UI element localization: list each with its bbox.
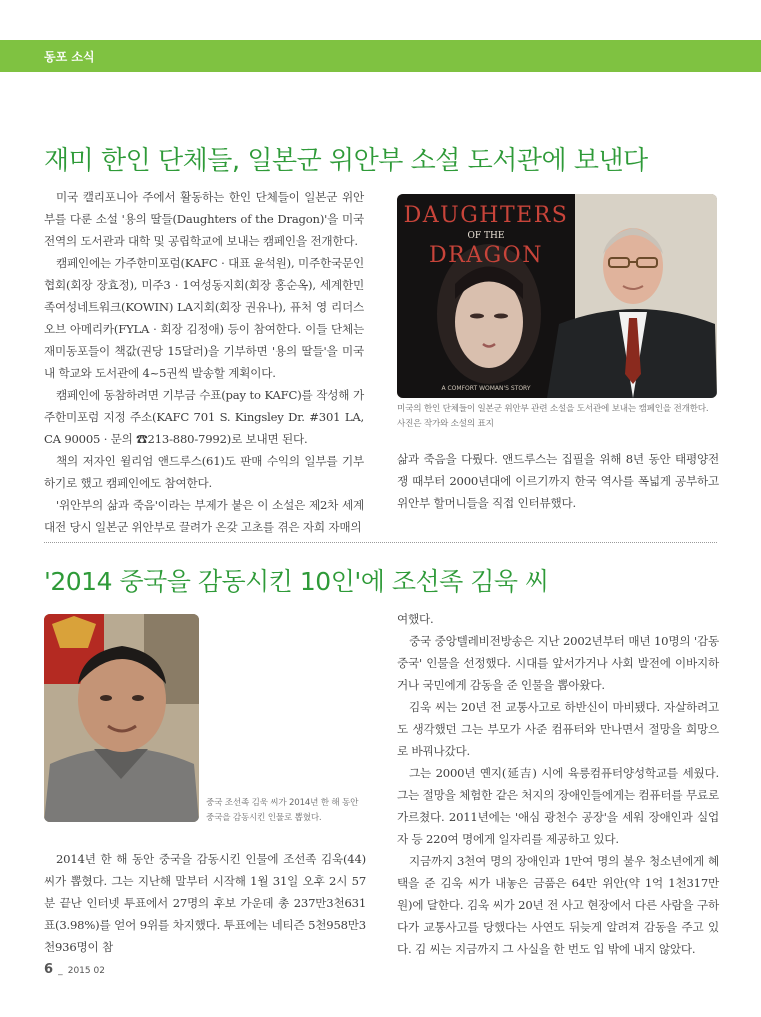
article1-paragraph: 캠페인에 동참하려면 기부금 수표(pay to KAFC)를 작성해 가주한미포럼 지정 주소(KAFC 701 S. Kingsley Dr. #301 LA, CA 90005 · 문의 ☎213-880-7992)로 보내면 된다.: [44, 388, 364, 446]
section-header-bar: [0, 40, 761, 72]
article2-continuation: 여했다.: [397, 612, 434, 626]
article2-paragraph: 지금까지 3천여 명의 장애인과 1만여 명의 불우 청소년에게 혜택을 준 김욱 씨가 내놓은 금품은 64만 위안(약 1억 1천317만 원)에 달한다. 김욱 씨가 20년 전 사고 현장에서 다른 사람을 구하다가 교통사고를 당했다는 사연도 뒤늦게 알려져 감동을 주고 있다. 김 씨는 지금까지 그 사실을 한 번도 입 밖에 내지 않았다.: [397, 854, 719, 956]
issue-date: 2015 02: [67, 966, 105, 976]
article2-photo-caption: 중국 조선족 김욱 씨가 2014년 한 해 동안 중국을 감동시킨 인물로 뽑혔다.: [206, 798, 359, 823]
book-title-mid: OF THE: [467, 231, 505, 241]
article2-body-left: [44, 848, 366, 958]
article2-paragraph: 김욱 씨는 20년 전 교통사고로 하반신이 마비됐다. 자살하려고도 생각했던 그는 부모가 사준 컴퓨터와 만나면서 절망을 희망으로 바꿔나갔다.: [397, 700, 719, 758]
article1-paragraph: 캠페인에는 가주한미포럼(KAFC · 대표 윤석원), 미주한국문인협회(회장 장효정), 미주3 · 1여성동지회(회장 홍순옥), 세계한민족여성네트워크(KOWIN) LA지회(회장 권유나), 퓨처 영 리더스 오브 아메리카(FYLA · 회장 김정애) 등이 참여한다. 이들 단체는 재미동포들이 책값(권당 15달러)을 기부하면 '용의 딸들'을 미국 내 학교와 도서관에 4~5권씩 발송할 계획이다.: [44, 256, 364, 380]
section-label: 동포 소식: [44, 50, 95, 64]
book-title-bottom: DRAGON: [429, 243, 543, 268]
article1-photo-caption: 미국의 한인 단체들이 일본군 위안부 관련 소설을 도서관에 보내는 캠페인을 전개한다. 사진은 작가와 소설의 표지: [397, 404, 709, 429]
book-subtitle: A COMFORT WOMAN'S STORY: [441, 385, 531, 392]
article2-paragraph: 중국 중앙텔레비전방송은 지난 2002년부터 매년 10명의 '감동중국' 인물을 선정했다. 시대를 앞서가거나 사회 발전에 이바지하거나 국민에게 감동을 준 인물을 뽑아왔다.: [397, 634, 719, 692]
article1-body-right: [397, 448, 719, 514]
footer-separator: _: [58, 966, 63, 976]
article2-body-right: [397, 608, 719, 960]
article1-paragraph: 책의 저자인 윌리엄 앤드루스(61)도 판매 수익의 일부를 기부하기로 했고 캠페인에도 참여한다.: [44, 454, 364, 490]
book-title-top: DAUGHTERS: [403, 203, 569, 228]
article1-paragraph: '위안부의 삶과 죽음'이라는 부제가 붙은 이 소설은 제2차 세계대전 당시 일본군 위안부로 끌려가 온갖 고초를 겪은 자희 자매의: [44, 498, 364, 534]
article1-paragraph: 미국 캘리포니아 주에서 활동하는 한인 단체들이 일본군 위안부를 다룬 소설 '용의 딸들(Daughters of the Dragon)'을 미국 전역의 도서관과 대학 및 공립학교에 보내는 캠페인을 전개한다.: [44, 190, 364, 248]
article-divider: [44, 542, 717, 543]
article1-title: 재미 한인 단체들, 일본군 위안부 소설 도서관에 보낸다: [44, 146, 648, 176]
book-cover-author-photo: [397, 194, 717, 398]
article2-title: '2014 중국을 감동시킨 10인'에 조선족 김욱 씨: [44, 567, 549, 596]
article1-continuation: 삶과 죽음을 다뤘다. 앤드루스는 집필을 위해 8년 동안 태평양전쟁 때부터 2000년대에 이르기까지 한국 역사를 폭넓게 공부하고 위안부 할머니들을 직접 인터뷰했다.: [397, 452, 719, 510]
page-footer: [44, 958, 105, 977]
article2-paragraph: 2014년 한 해 동안 중국을 감동시킨 인물에 조선족 김욱(44) 씨가 뽑혔다. 그는 지난해 말부터 시작해 1월 31일 오후 2시 57분 끝난 인터넷 투표에서 27명의 후보 가운데 총 237만3천631표(3.98%)를 얻어 9위를 차지했다. 투표에는 네티즌 5천958만3천936명이 참: [44, 852, 366, 954]
page-number: 6: [44, 962, 54, 977]
book-cover-illustration: [397, 194, 717, 398]
article1-body-left: [44, 186, 364, 538]
kim-wook-photo: [44, 614, 199, 822]
article2-paragraph: 그는 2000년 옌지(延吉) 시에 육릉컴퓨터양성학교를 세웠다. 그는 절망을 체험한 같은 처지의 장애인들에게는 컴퓨터를 무료로 가르쳤다. 2011년에는 '애심 광천수 공장'을 세워 장애인과 실업자 등 220여 명에게 일자리를 제공하고 있다.: [397, 766, 719, 846]
portrait-illustration: [44, 614, 199, 822]
